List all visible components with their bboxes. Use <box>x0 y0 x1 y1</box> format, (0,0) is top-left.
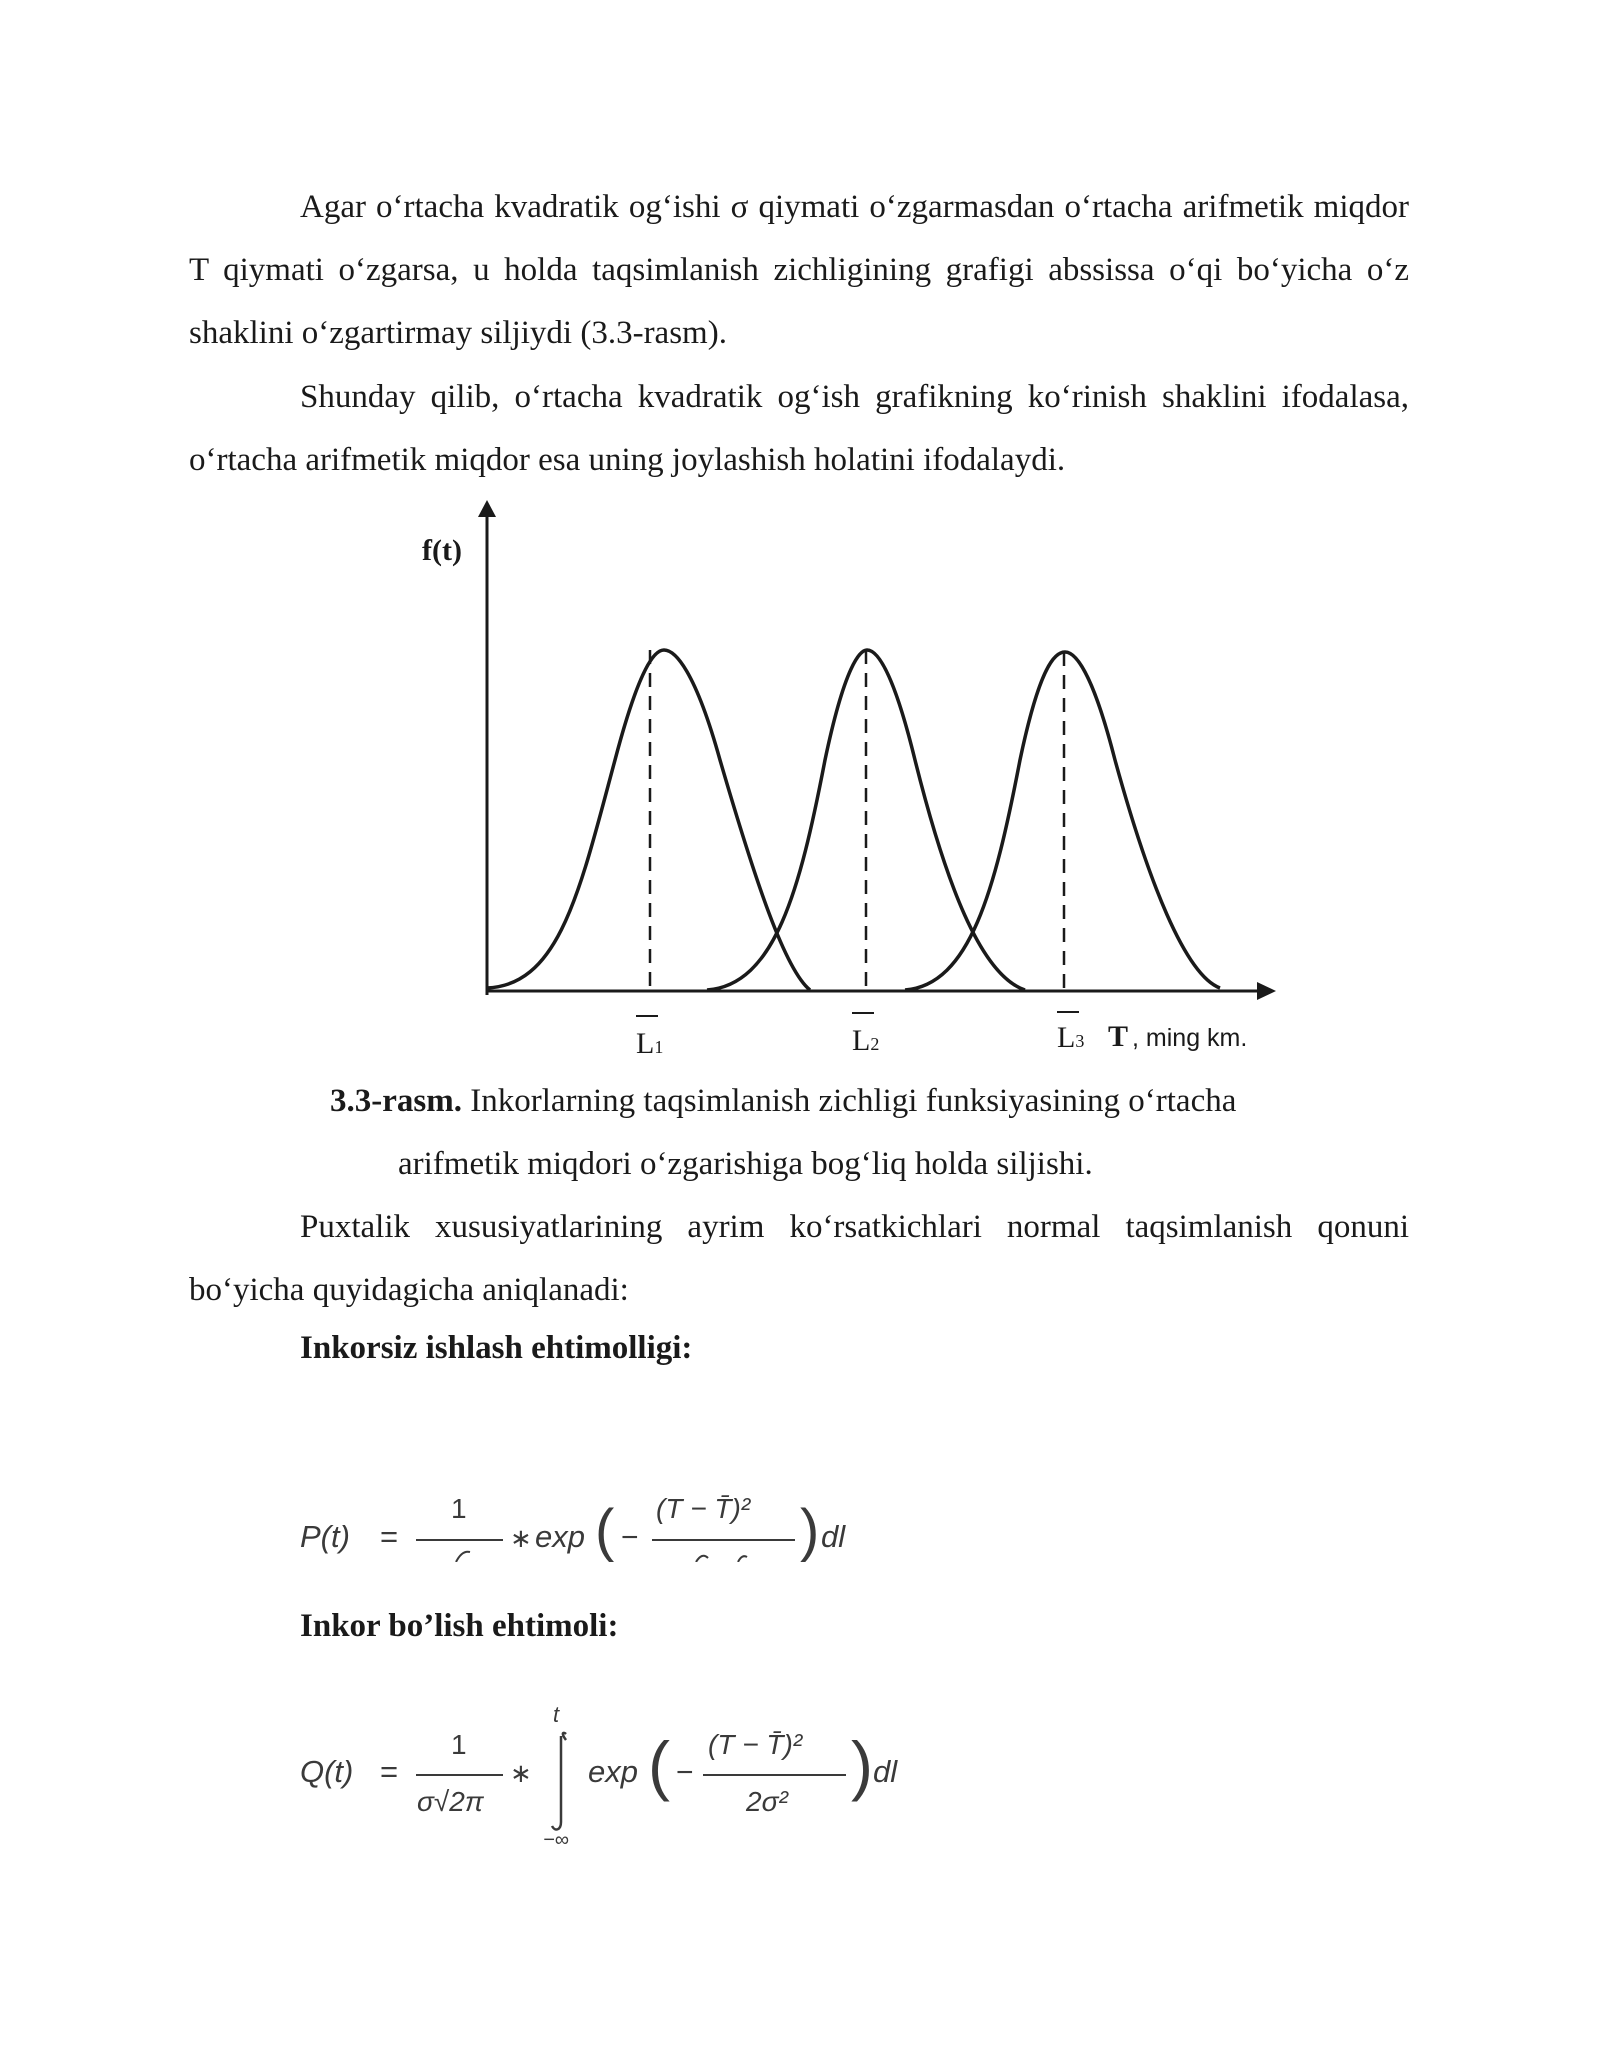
svg-text:L3 <box>1057 1021 1084 1054</box>
y-axis-label: f(t) <box>422 534 462 567</box>
formula-q-lhs: Q(t) <box>300 1754 354 1789</box>
caption-line-1: Inkorlarning taqsimlanish zichligi funksiyasining o‘rtacha <box>470 1083 1237 1119</box>
formula-q-equals: = <box>380 1754 399 1789</box>
x-axis-label-variable: T <box>1108 1020 1129 1053</box>
formula-q-minus: − <box>676 1756 694 1789</box>
peak-subscript-1: 1 <box>654 1037 664 1057</box>
density-curve-3 <box>905 652 1220 990</box>
formula-q-paren-right: ) <box>851 1728 873 1802</box>
formula-p-numerator: 1 <box>451 1493 467 1524</box>
formula-q-paren-left: ( <box>648 1728 670 1802</box>
formula-q-denominator: σ√2π <box>417 1786 484 1817</box>
heading-failure: Inkor bo’lish ehtimoli: <box>300 1608 619 1644</box>
svg-text:L1 <box>636 1027 663 1060</box>
formula-p-lhs: P(t) <box>300 1519 350 1554</box>
formula-p-differential: dl <box>821 1519 846 1554</box>
formula-q-exp-denominator: 2σ² <box>746 1786 788 1817</box>
formula-q-exp: exp <box>588 1754 638 1789</box>
formula-p-cropped-exp-denominator <box>696 1556 747 1562</box>
formula-p-exp: exp <box>535 1519 585 1554</box>
heading-reliability: Inkorsiz ishlash ehtimolligi: <box>300 1330 693 1366</box>
peak-label-2 <box>852 1013 879 1057</box>
x-axis-label-unit: , ming km. <box>1132 1024 1248 1052</box>
formula-p-paren-left: ( <box>595 1498 615 1563</box>
y-axis-arrow <box>478 500 496 517</box>
x-axis-arrow <box>1257 982 1276 1000</box>
peak-letter-3: L <box>1057 1021 1076 1054</box>
formula-p <box>298 1490 918 1562</box>
paragraph-3: Puxtalik xususiyatlarining ayrim ko‘rsatkichlari normal taqsimlanish qonuni bo‘yicha quyidagicha aniqlanadi: <box>189 1209 1409 1308</box>
formula-p-cropped-denominator <box>456 1552 470 1562</box>
formula-q-numerator: 1 <box>451 1729 467 1760</box>
peak-letter-1: L <box>636 1027 655 1060</box>
formula-q-integral-sign <box>552 1733 566 1830</box>
formula-q-exp-numerator: (T − T̄)² <box>708 1729 803 1760</box>
formula-q-lower-limit: −∞ <box>543 1829 569 1850</box>
x-axis-label <box>1108 1020 1247 1053</box>
formula-q-upper-limit: t <box>553 1702 560 1727</box>
formula-q <box>298 1700 938 1850</box>
formula-p-minus: − <box>621 1521 639 1554</box>
peak-subscript-3: 3 <box>1075 1031 1085 1051</box>
formula-p-exp-numerator: (T − T̄)² <box>656 1493 751 1524</box>
paragraph-2: Shunday qilib, o‘rtacha kvadratik og‘ish grafikning ko‘rinish shaklini ifodalasa, o‘rtacha arifmetik miqdor esa uning joylashish holatini ifodalaydi. <box>189 379 1409 478</box>
formula-p-times: ∗ <box>510 1523 532 1553</box>
peak-letter-2: L <box>852 1024 871 1057</box>
svg-text:L2 <box>852 1024 879 1057</box>
formula-p-equals: = <box>380 1519 399 1554</box>
peak-label-1 <box>636 1016 663 1060</box>
peak-subscript-2: 2 <box>870 1034 880 1054</box>
formula-q-times: ∗ <box>510 1758 532 1788</box>
formula-q-differential: dl <box>873 1754 898 1789</box>
peak-label-3 <box>1057 1012 1084 1054</box>
caption-line-2: arifmetik miqdori o‘zgarishiga bog‘liq holda siljishi. <box>398 1146 1093 1182</box>
paragraph-1: Agar o‘rtacha kvadratik og‘ishi σ qiymati o‘zgarmasdan o‘rtacha arifmetik miqdor T qiymati o‘zgarsa, u holda taqsimlanish zichligining grafigi abssissa o‘qi bo‘yicha o‘z shaklini o‘zgartirmay siljiydi (3.3-rasm). <box>189 189 1409 351</box>
figure-caption <box>330 1070 1410 1196</box>
formula-p-paren-right: ) <box>800 1498 820 1563</box>
density-curve-1 <box>487 650 810 990</box>
caption-number: 3.3-rasm. <box>330 1083 462 1119</box>
